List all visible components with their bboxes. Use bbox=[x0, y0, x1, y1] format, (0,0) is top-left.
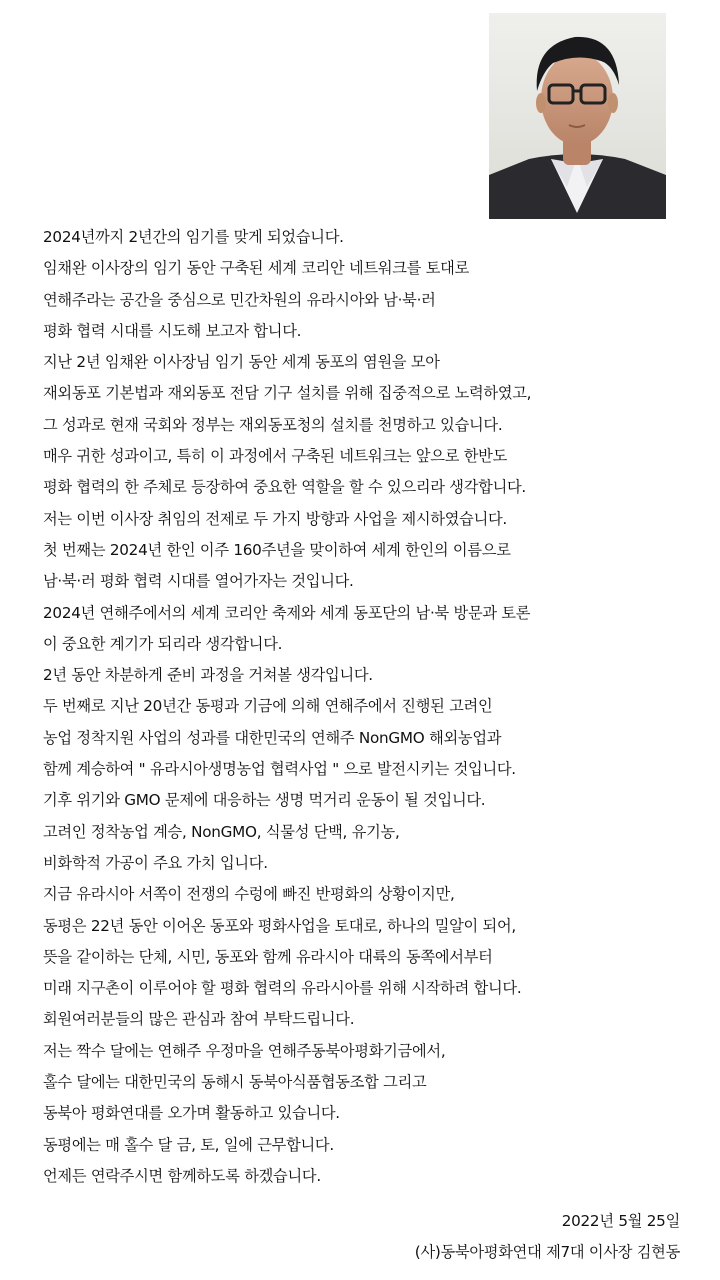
letter-line: 지난 2년 임채완 이사장님 임기 동안 세계 동포의 염원을 모아 bbox=[43, 353, 440, 372]
letter-line: 저는 짝수 달에는 연해주 우정마을 연해주동북아평화기금에서, bbox=[43, 1041, 446, 1060]
letter-line: 첫 번째는 2024년 한인 이주 160주년을 맞이하여 세계 한인의 이름으로 bbox=[43, 540, 511, 559]
letter-line: 연해주라는 공간을 중심으로 민간차원의 유라시아와 남·북·러 bbox=[43, 290, 436, 309]
letter-line: 홀수 달에는 대한민국의 동해시 동북아식품협동조합 그리고 bbox=[43, 1073, 427, 1092]
portrait-photo bbox=[489, 13, 666, 219]
letter-line: 임채완 이사장의 임기 동안 구축된 세계 코리안 네트워크를 토대로 bbox=[43, 259, 469, 278]
letter-line: 2년 동안 차분하게 준비 과정을 거쳐볼 생각입니다. bbox=[43, 666, 373, 685]
letter-line: 기후 위기와 GMO 문제에 대응하는 생명 먹거리 운동이 될 것입니다. bbox=[43, 791, 486, 810]
letter-line: 회원여러분들의 많은 관심과 참여 부탁드립니다. bbox=[43, 1010, 355, 1029]
letter-line: 언제든 연락주시면 함께하도록 하겠습니다. bbox=[43, 1166, 321, 1185]
letter-line: 동북아 평화연대를 오가며 활동하고 있습니다. bbox=[43, 1104, 340, 1123]
letter-line: 매우 귀한 성과이고, 특히 이 과정에서 구축된 네트워크는 앞으로 한반도 bbox=[43, 447, 507, 466]
letter-line: 미래 지구촌이 이루어야 할 평화 협력의 유라시아를 위해 시작하려 합니다. bbox=[43, 979, 522, 998]
letter-line: 2024년까지 2년간의 임기를 맞게 되었습니다. bbox=[43, 228, 344, 246]
letter-line: 그 성과로 현재 국회와 정부는 재외동포청의 설치를 천명하고 있습니다. bbox=[43, 415, 503, 434]
letter-line: 고려인 정착농업 계승, NonGMO, 식물성 단백, 유기농, bbox=[43, 822, 400, 841]
signature-block bbox=[415, 1206, 680, 1268]
author-signature: (사)동북아평화연대 제7대 이사장 김현동 bbox=[414, 1243, 680, 1261]
letter-line: 남·북·러 평화 협력 시대를 열어가자는 것입니다. bbox=[43, 572, 354, 591]
letter-line: 지금 유라시아 서쪽이 전쟁의 수렁에 빠진 반평화의 상황이지만, bbox=[43, 885, 455, 904]
letter-line: 뜻을 같이하는 단체, 시민, 동포와 함께 유라시아 대륙의 동쪽에서부터 bbox=[43, 947, 493, 966]
letter-line: 저는 이번 이사장 취임의 전제로 두 가지 방향과 사업을 제시하였습니다. bbox=[43, 509, 507, 528]
letter-line: 두 번째로 지난 20년간 동평과 기금에 의해 연해주에서 진행된 고려인 bbox=[43, 697, 493, 716]
letter-line: 함께 계승하여 " 유라시아생명농업 협력사업 " 으로 발전시키는 것입니다. bbox=[43, 760, 516, 779]
letter-body bbox=[43, 222, 713, 1192]
letter-line: 비화학적 가공이 주요 가치 입니다. bbox=[43, 853, 268, 872]
letter-line: 농업 정착지원 사업의 성과를 대한민국의 연해주 NonGMO 해외농업과 bbox=[43, 728, 502, 747]
letter-line: 동평에는 매 홀수 달 금, 토, 일에 근무합니다. bbox=[43, 1135, 334, 1154]
letter-line: 동평은 22년 동안 이어온 동포와 평화사업을 토대로, 하나의 밀알이 되어, bbox=[43, 916, 516, 935]
letter-line: 평화 협력 시대를 시도해 보고자 합니다. bbox=[43, 321, 302, 340]
letter-line: 평화 협력의 한 주체로 등장하여 중요한 역할을 할 수 있으리라 생각합니다. bbox=[43, 478, 526, 497]
letter-line: 재외동포 기본법과 재외동포 전담 기구 설치를 위해 집중적으로 노력하였고, bbox=[43, 384, 532, 403]
letter-line: 2024년 연해주에서의 세계 코리안 축제와 세계 동포단의 남·북 방문과 토론 bbox=[43, 603, 531, 622]
letter-date: 2022년 5월 25일 bbox=[561, 1212, 680, 1230]
letter-line: 이 중요한 계기가 되리라 생각합니다. bbox=[43, 634, 283, 653]
